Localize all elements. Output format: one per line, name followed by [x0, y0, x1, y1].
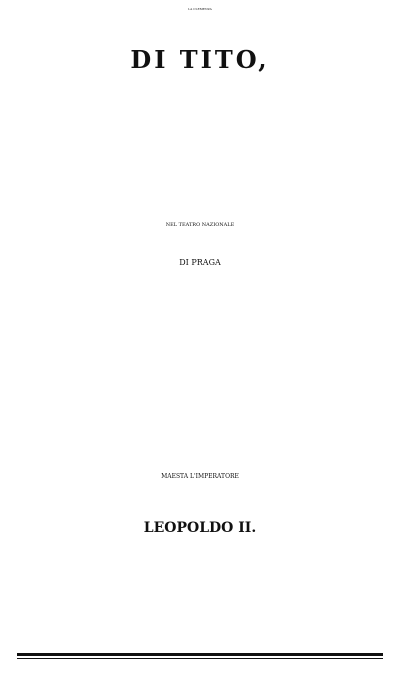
opera-title-line1: LA CLEMENZA: [188, 7, 212, 11]
opera-title-line2: DI TITO,: [130, 45, 270, 74]
double-rule-thin: [17, 658, 383, 659]
city-line: DI PRAGA: [179, 258, 221, 267]
dedicatee-line: LEOPOLDO II.: [143, 520, 257, 536]
double-rule-thick: [17, 653, 383, 656]
theatre-line: NEL TEATRO NAZIONALE: [165, 222, 235, 228]
emperor-line: MAESTA L'IMPERATORE: [161, 473, 239, 480]
